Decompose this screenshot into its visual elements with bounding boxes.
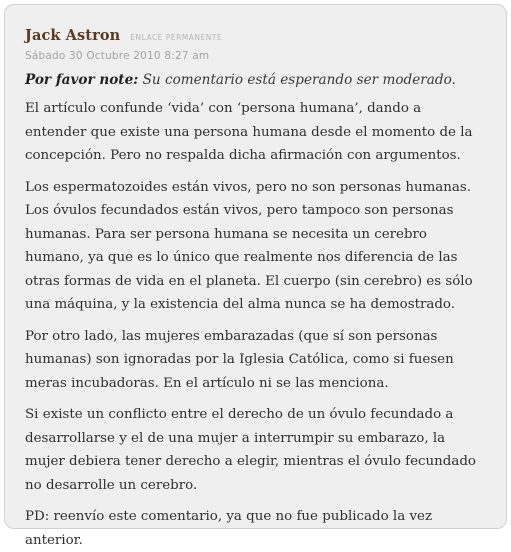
- comment-date: Sábado 30 Octubre 2010 8:27 am: [25, 50, 210, 62]
- comment-body: [25, 97, 486, 552]
- comment-header: [25, 27, 486, 44]
- comment-author[interactable]: Jack Astron: [25, 27, 121, 44]
- moderation-label: Por favor note:: [25, 72, 139, 88]
- comment-paragraph: El artículo confunde ‘vida’ con ‘persona humana’, dando a entender que existe una persona humana desde el momento de la concepción. Pero no respalda dicha afirmación con argumentos.: [25, 101, 473, 163]
- comment-paragraph: Los espermatozoides están vivos, pero no son personas humanas. Los óvulos fecundados están vivos, pero tampoco son personas humanas. Para ser persona humana se necesita un cerebro humano, ya que es lo único que realmente nos diferencia de las otras formas de vida en el planeta. El cuerpo (sin cerebro) es sólo una máquina, y la existencia del alma nunca se ha demostrado.: [25, 179, 473, 312]
- comment-paragraph: Si existe un conflicto entre el derecho de un óvulo fecundado a desarrollarse y el de una mujer a interrumpir su embarazo, la mujer debiera tener derecho a elegir, mientras el óvulo fecundado no desarrolle un cerebro.: [25, 407, 476, 493]
- permalink-link[interactable]: ENLACE PERMANENTE: [130, 33, 223, 42]
- comment-paragraph: PD: reenvío este comentario, ya que no fue publicado la vez anterior.: [25, 509, 433, 548]
- moderation-message: Su comentario está esperando ser moderado.: [142, 72, 456, 88]
- comment-paragraph: Por otro lado, las mujeres embarazadas (que sí son personas humanas) son ignoradas por la Iglesia Católica, como si fuesen meras incubadoras. En el artículo ni se las menciona.: [25, 328, 454, 391]
- moderation-notice: [25, 71, 486, 90]
- comment-card: [4, 4, 507, 548]
